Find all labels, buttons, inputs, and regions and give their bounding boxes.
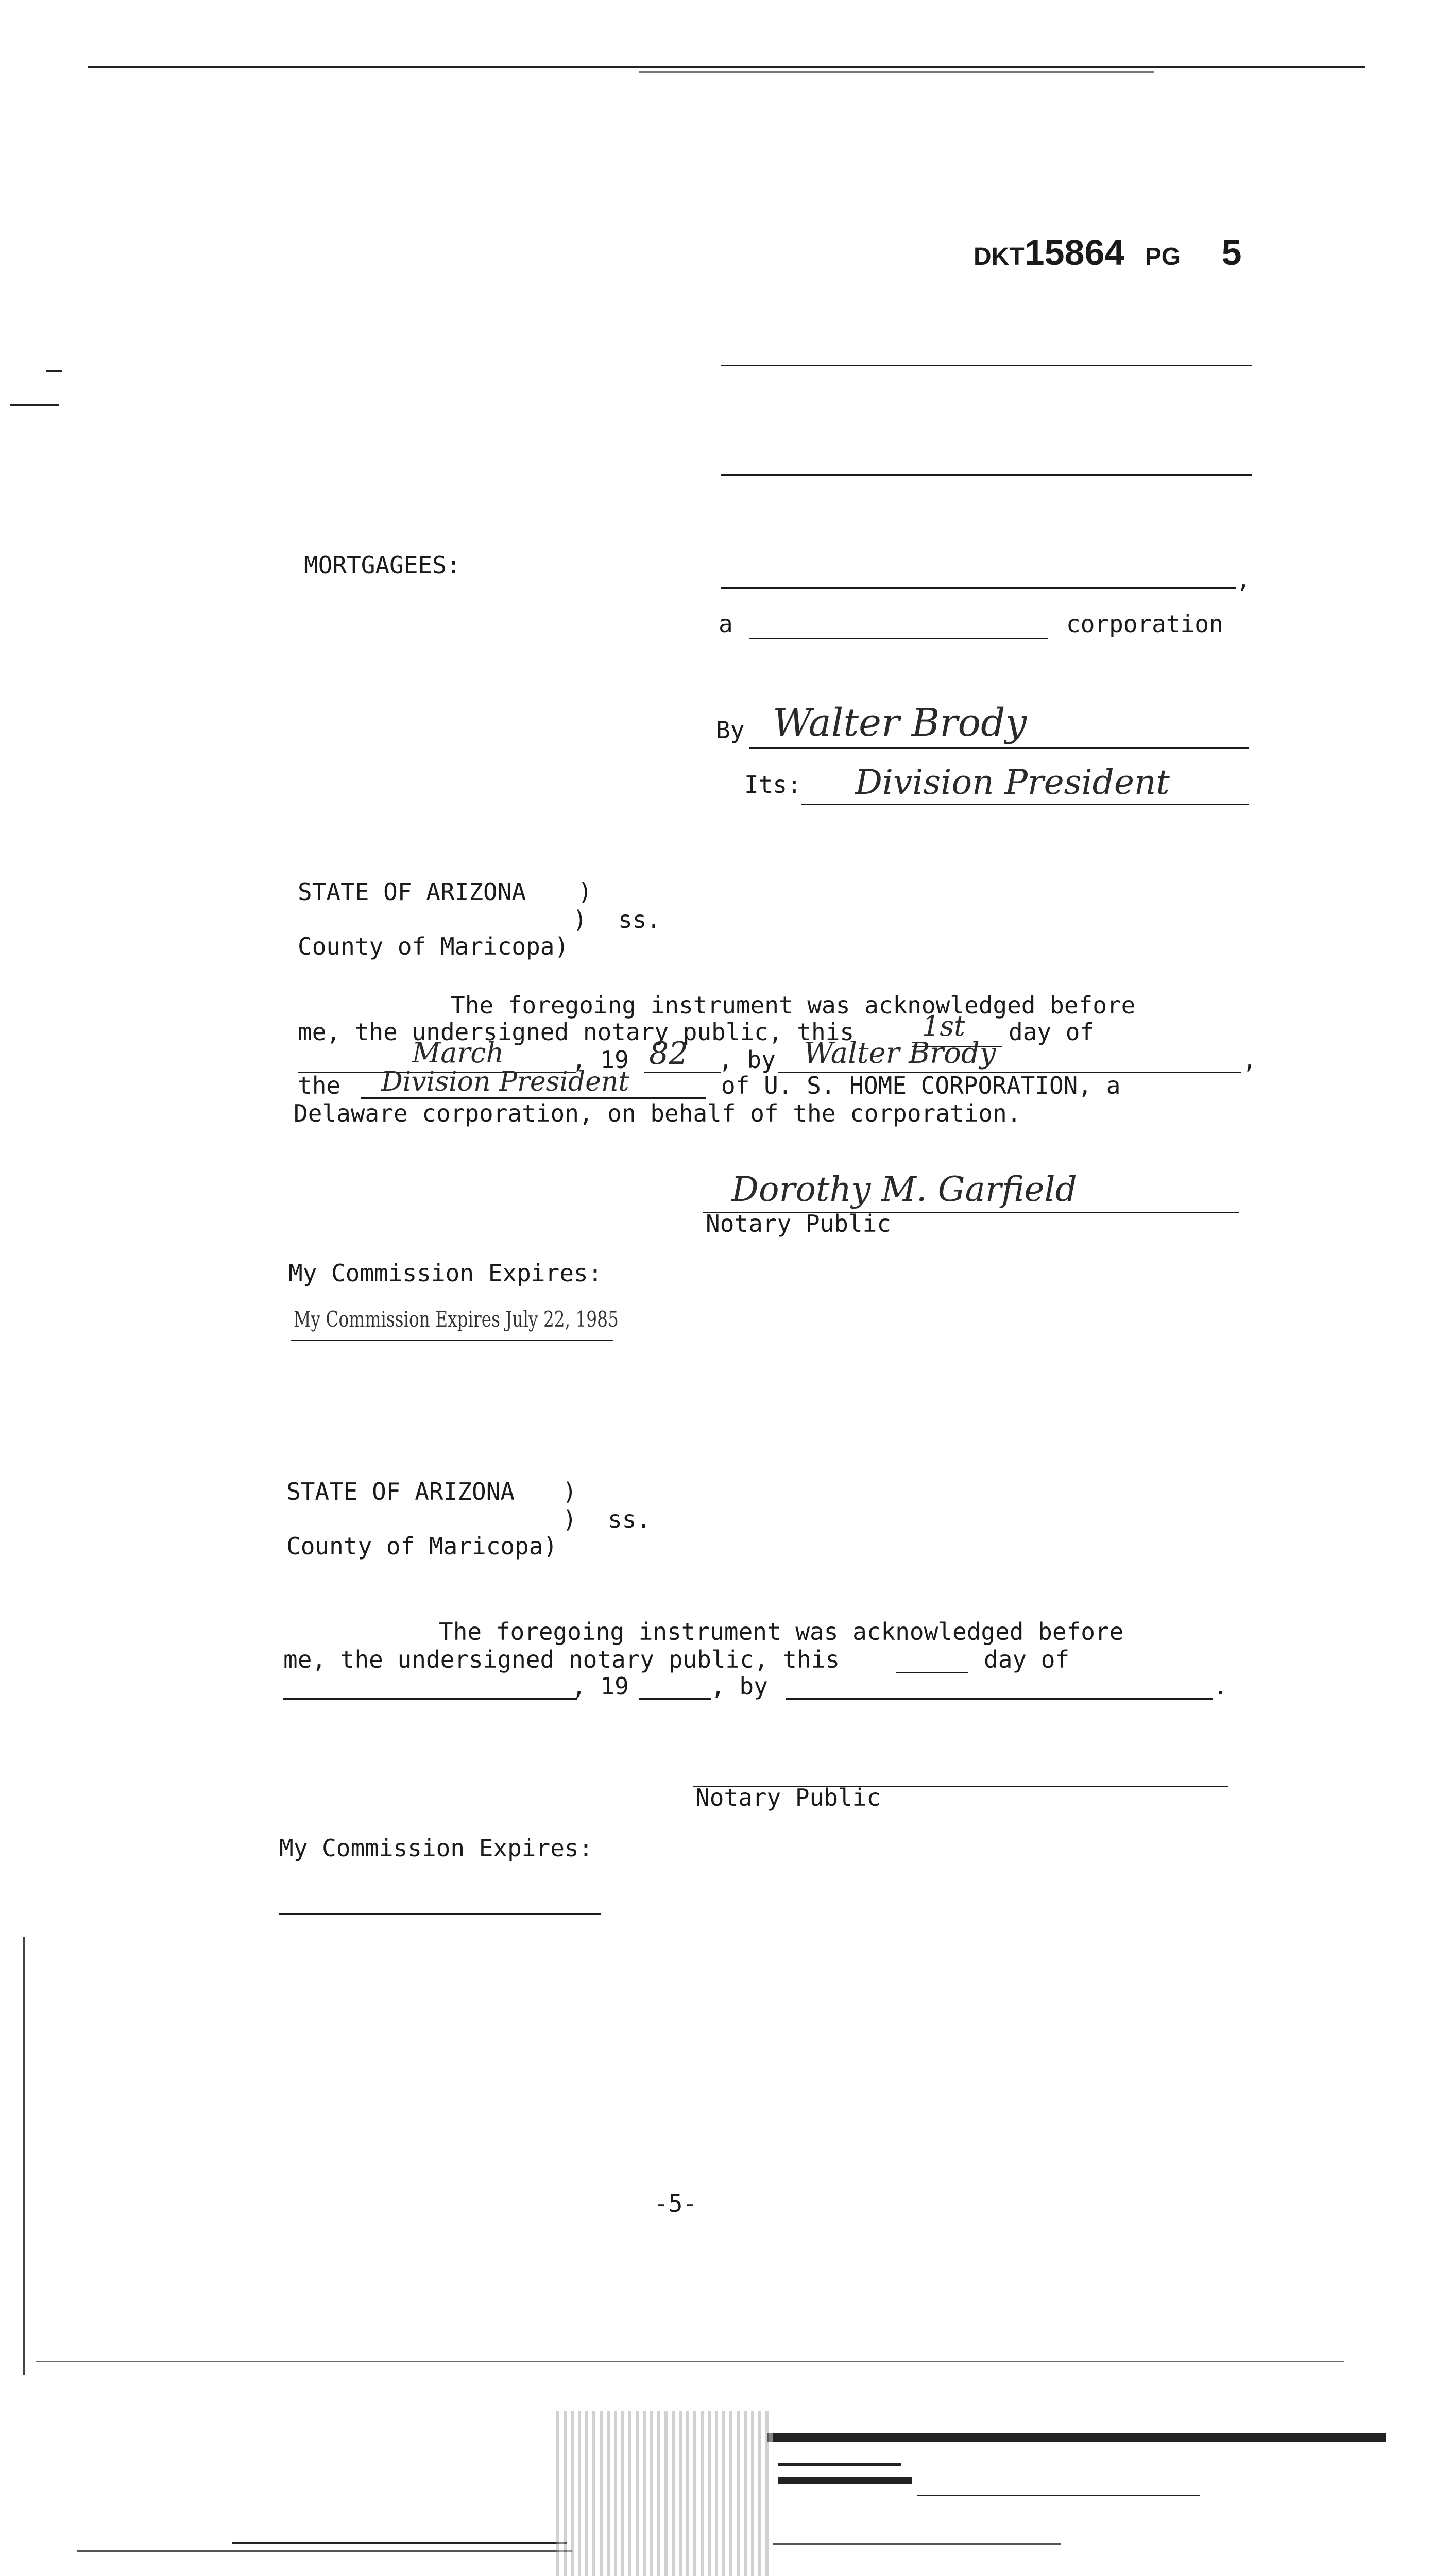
bottom-scan-line [36, 2361, 1344, 2362]
ack1-state: STATE OF ARIZONA [298, 878, 526, 906]
ack1-notary-label: Notary Public [706, 1210, 892, 1238]
ack1-commission-stamp: My Commission Expires July 22, 1985 [294, 1307, 619, 1332]
blank-line-1 [721, 365, 1252, 366]
ack1-year-line [644, 1072, 721, 1073]
ack1-the: the [298, 1072, 341, 1099]
by-label: By [716, 716, 745, 744]
ack1-by-value: Walter Brody [804, 1037, 996, 1070]
corporation-type-line [749, 638, 1048, 639]
bottom-line-5 [232, 2542, 567, 2544]
bottom-line-7 [773, 2543, 1061, 2545]
top-border-2 [639, 71, 1154, 73]
bottom-line-4 [917, 2495, 1200, 2496]
ack2-day-line [896, 1672, 968, 1673]
ack1-by-label: , by [719, 1046, 776, 1074]
bottom-bar-1 [767, 2433, 1386, 2442]
ack1-line2-pre: me, the undersigned notary public, this [298, 1018, 855, 1046]
ack1-line1: The foregoing instrument was acknowledged before [451, 991, 1136, 1019]
ack2-by-line [786, 1698, 1213, 1700]
a-label: a [719, 610, 733, 638]
left-margin-mark [46, 370, 62, 372]
ack1-day-value: 1st [922, 1010, 965, 1042]
bottom-noise [556, 2411, 773, 2576]
ack1-year-value: 82 [649, 1036, 689, 1072]
its-value: Division President [855, 762, 1170, 802]
ack1-of-text: of U. S. HOME CORPORATION, a [721, 1072, 1121, 1099]
ack2-line2-post: day of [984, 1646, 1070, 1673]
its-line [801, 804, 1249, 805]
ack2-commission-label: My Commission Expires: [279, 1834, 593, 1862]
ack1-title-line [361, 1097, 706, 1099]
ack1-comma: , [1242, 1046, 1257, 1074]
ack2-month-line [283, 1698, 577, 1700]
ack2-ss: ss. [608, 1505, 651, 1533]
bottom-bar-2 [778, 2463, 901, 2466]
ack2-county: County of Maricopa) [286, 1532, 558, 1560]
book-reference: DKT15864 PG 5 [974, 232, 1242, 273]
left-margin-mark-2 [10, 404, 59, 406]
page-number: -5- [654, 2190, 697, 2217]
by-signature: Walter Brody [773, 701, 1027, 745]
ack2-notary-label: Notary Public [695, 1784, 881, 1811]
bottom-bar-3 [778, 2477, 912, 2484]
comma: , [1236, 566, 1251, 594]
ack2-year-line [639, 1698, 711, 1700]
ack1-notary-signature: Dorothy M. Garfield [731, 1170, 1077, 1209]
ack2-year-prefix: , 19 [572, 1672, 629, 1700]
by-signature-line [749, 747, 1249, 749]
corporation-label: corporation [1066, 610, 1223, 638]
bottom-line-6 [77, 2550, 572, 2552]
ack1-year-prefix: , 19 [572, 1046, 629, 1074]
ack1-month-value: March [412, 1037, 504, 1069]
ack1-title-value: Division President [381, 1066, 629, 1097]
ack2-by-label: , by [711, 1672, 768, 1700]
ack2-paren-2: ) [562, 1505, 577, 1533]
blank-line-2 [721, 474, 1252, 476]
ack2-state: STATE OF ARIZONA [286, 1478, 515, 1505]
ack2-period: . [1214, 1672, 1228, 1700]
ack1-paren-1: ) [578, 878, 592, 906]
its-label: Its: [744, 771, 801, 799]
ack1-commission-label: My Commission Expires: [288, 1259, 603, 1287]
ack2-line2-pre: me, the undersigned notary public, this [283, 1646, 840, 1673]
ack1-line2-post: day of [1009, 1018, 1095, 1046]
ack1-county: County of Maricopa) [298, 933, 569, 960]
ack2-line1: The foregoing instrument was acknowledged before [439, 1618, 1124, 1646]
top-border [88, 66, 1365, 68]
ack2-commission-line [279, 1913, 601, 1915]
mortgagee-name-line [721, 587, 1236, 589]
ack1-commission-line [291, 1340, 613, 1341]
ack1-paren-2: ) [573, 906, 587, 934]
ack1-ss: ss. [618, 906, 661, 934]
mortgagees-label: MORTGAGEES: [304, 551, 461, 579]
left-margin-scan-line [23, 1937, 25, 2375]
ack1-line4: Delaware corporation, on behalf of the corporation. [294, 1099, 1021, 1127]
ack2-paren-1: ) [562, 1478, 577, 1505]
